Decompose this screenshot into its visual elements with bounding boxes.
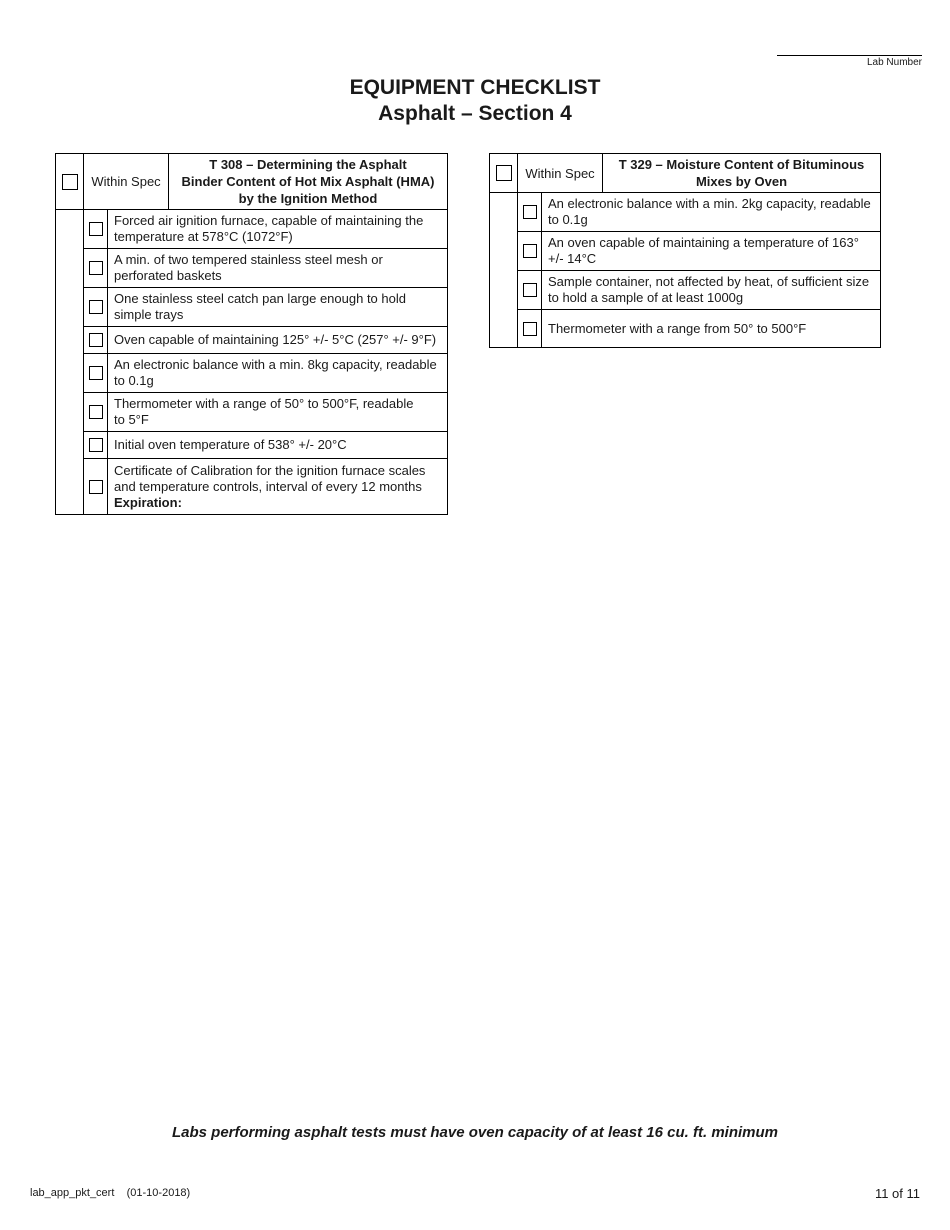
item-checkbox[interactable] (89, 438, 103, 452)
page-number: 11 of 11 (874, 1186, 920, 1201)
document-id: lab_app_pkt_cert (01-10-2018) (30, 1187, 191, 1199)
lab-number-field-line[interactable] (777, 55, 922, 56)
section-checkbox[interactable] (62, 174, 78, 190)
item-checkbox[interactable] (523, 205, 537, 219)
oven-capacity-note: Labs performing asphalt tests must have oven capacity of at least 16 cu. ft. minimum (172, 1124, 778, 1141)
checklist-item: Thermometer with a range from 50° to 500°F (542, 310, 881, 348)
page-title: EQUIPMENT CHECKLIST (349, 76, 601, 99)
test-method-title: T 308 – Determining the Asphalt Binder Content of Hot Mix Asphalt (HMA) by the Ignition Method (169, 154, 448, 210)
indent-column (56, 210, 84, 515)
item-checkbox[interactable] (89, 333, 103, 347)
item-checkbox[interactable] (523, 244, 537, 258)
section-checkbox[interactable] (496, 165, 512, 181)
within-spec-label: Within Spec (84, 154, 169, 210)
checklist-item: A min. of two tempered stainless steel mesh or perforated baskets (108, 249, 448, 288)
expiration-label: Expiration: (114, 494, 182, 510)
checklist-item: Forced air ignition furnace, capable of maintaining the temperature at 578°C (1072°F) (108, 210, 448, 249)
checklist-item: Certificate of Calibration for the ignition furnace scales and temperature controls, interval of every 12 months Expiration: (108, 459, 448, 515)
checklist-table-t308 (55, 153, 448, 515)
item-checkbox[interactable] (89, 222, 103, 236)
checklist-item: An electronic balance with a min. 2kg capacity, readable to 0.1g (542, 193, 881, 232)
item-checkbox[interactable] (89, 480, 103, 494)
item-checkbox[interactable] (89, 366, 103, 380)
item-checkbox[interactable] (89, 300, 103, 314)
test-method-title: T 329 – Moisture Content of Bituminous Mixes by Oven (603, 154, 881, 193)
page-subtitle: Asphalt – Section 4 (378, 102, 572, 125)
item-checkbox[interactable] (523, 283, 537, 297)
section-checkbox-cell (490, 154, 518, 193)
lab-number-label: Lab Number (866, 57, 922, 68)
checklist-table-t329 (489, 153, 881, 348)
section-checkbox-cell (56, 154, 84, 210)
indent-column (490, 193, 518, 348)
checklist-item: An electronic balance with a min. 8kg capacity, readable to 0.1g (108, 354, 448, 393)
item-checkbox[interactable] (89, 405, 103, 419)
checklist-item: One stainless steel catch pan large enough to hold simple trays (108, 288, 448, 327)
within-spec-label: Within Spec (518, 154, 603, 193)
checklist-item: An oven capable of maintaining a temperature of 163° +/- 14°C (542, 232, 881, 271)
checklist-item: Initial oven temperature of 538° +/- 20°C (108, 432, 448, 459)
item-checkbox[interactable] (89, 261, 103, 275)
checklist-item: Sample container, not affected by heat, of sufficient size to hold a sample of at least 1000g (542, 271, 881, 310)
checklist-item: Oven capable of maintaining 125° +/- 5°C (257° +/- 9°F) (108, 327, 448, 354)
checklist-item: Thermometer with a range of 50° to 500°F, readable to 5°F (108, 393, 448, 432)
item-checkbox[interactable] (523, 322, 537, 336)
